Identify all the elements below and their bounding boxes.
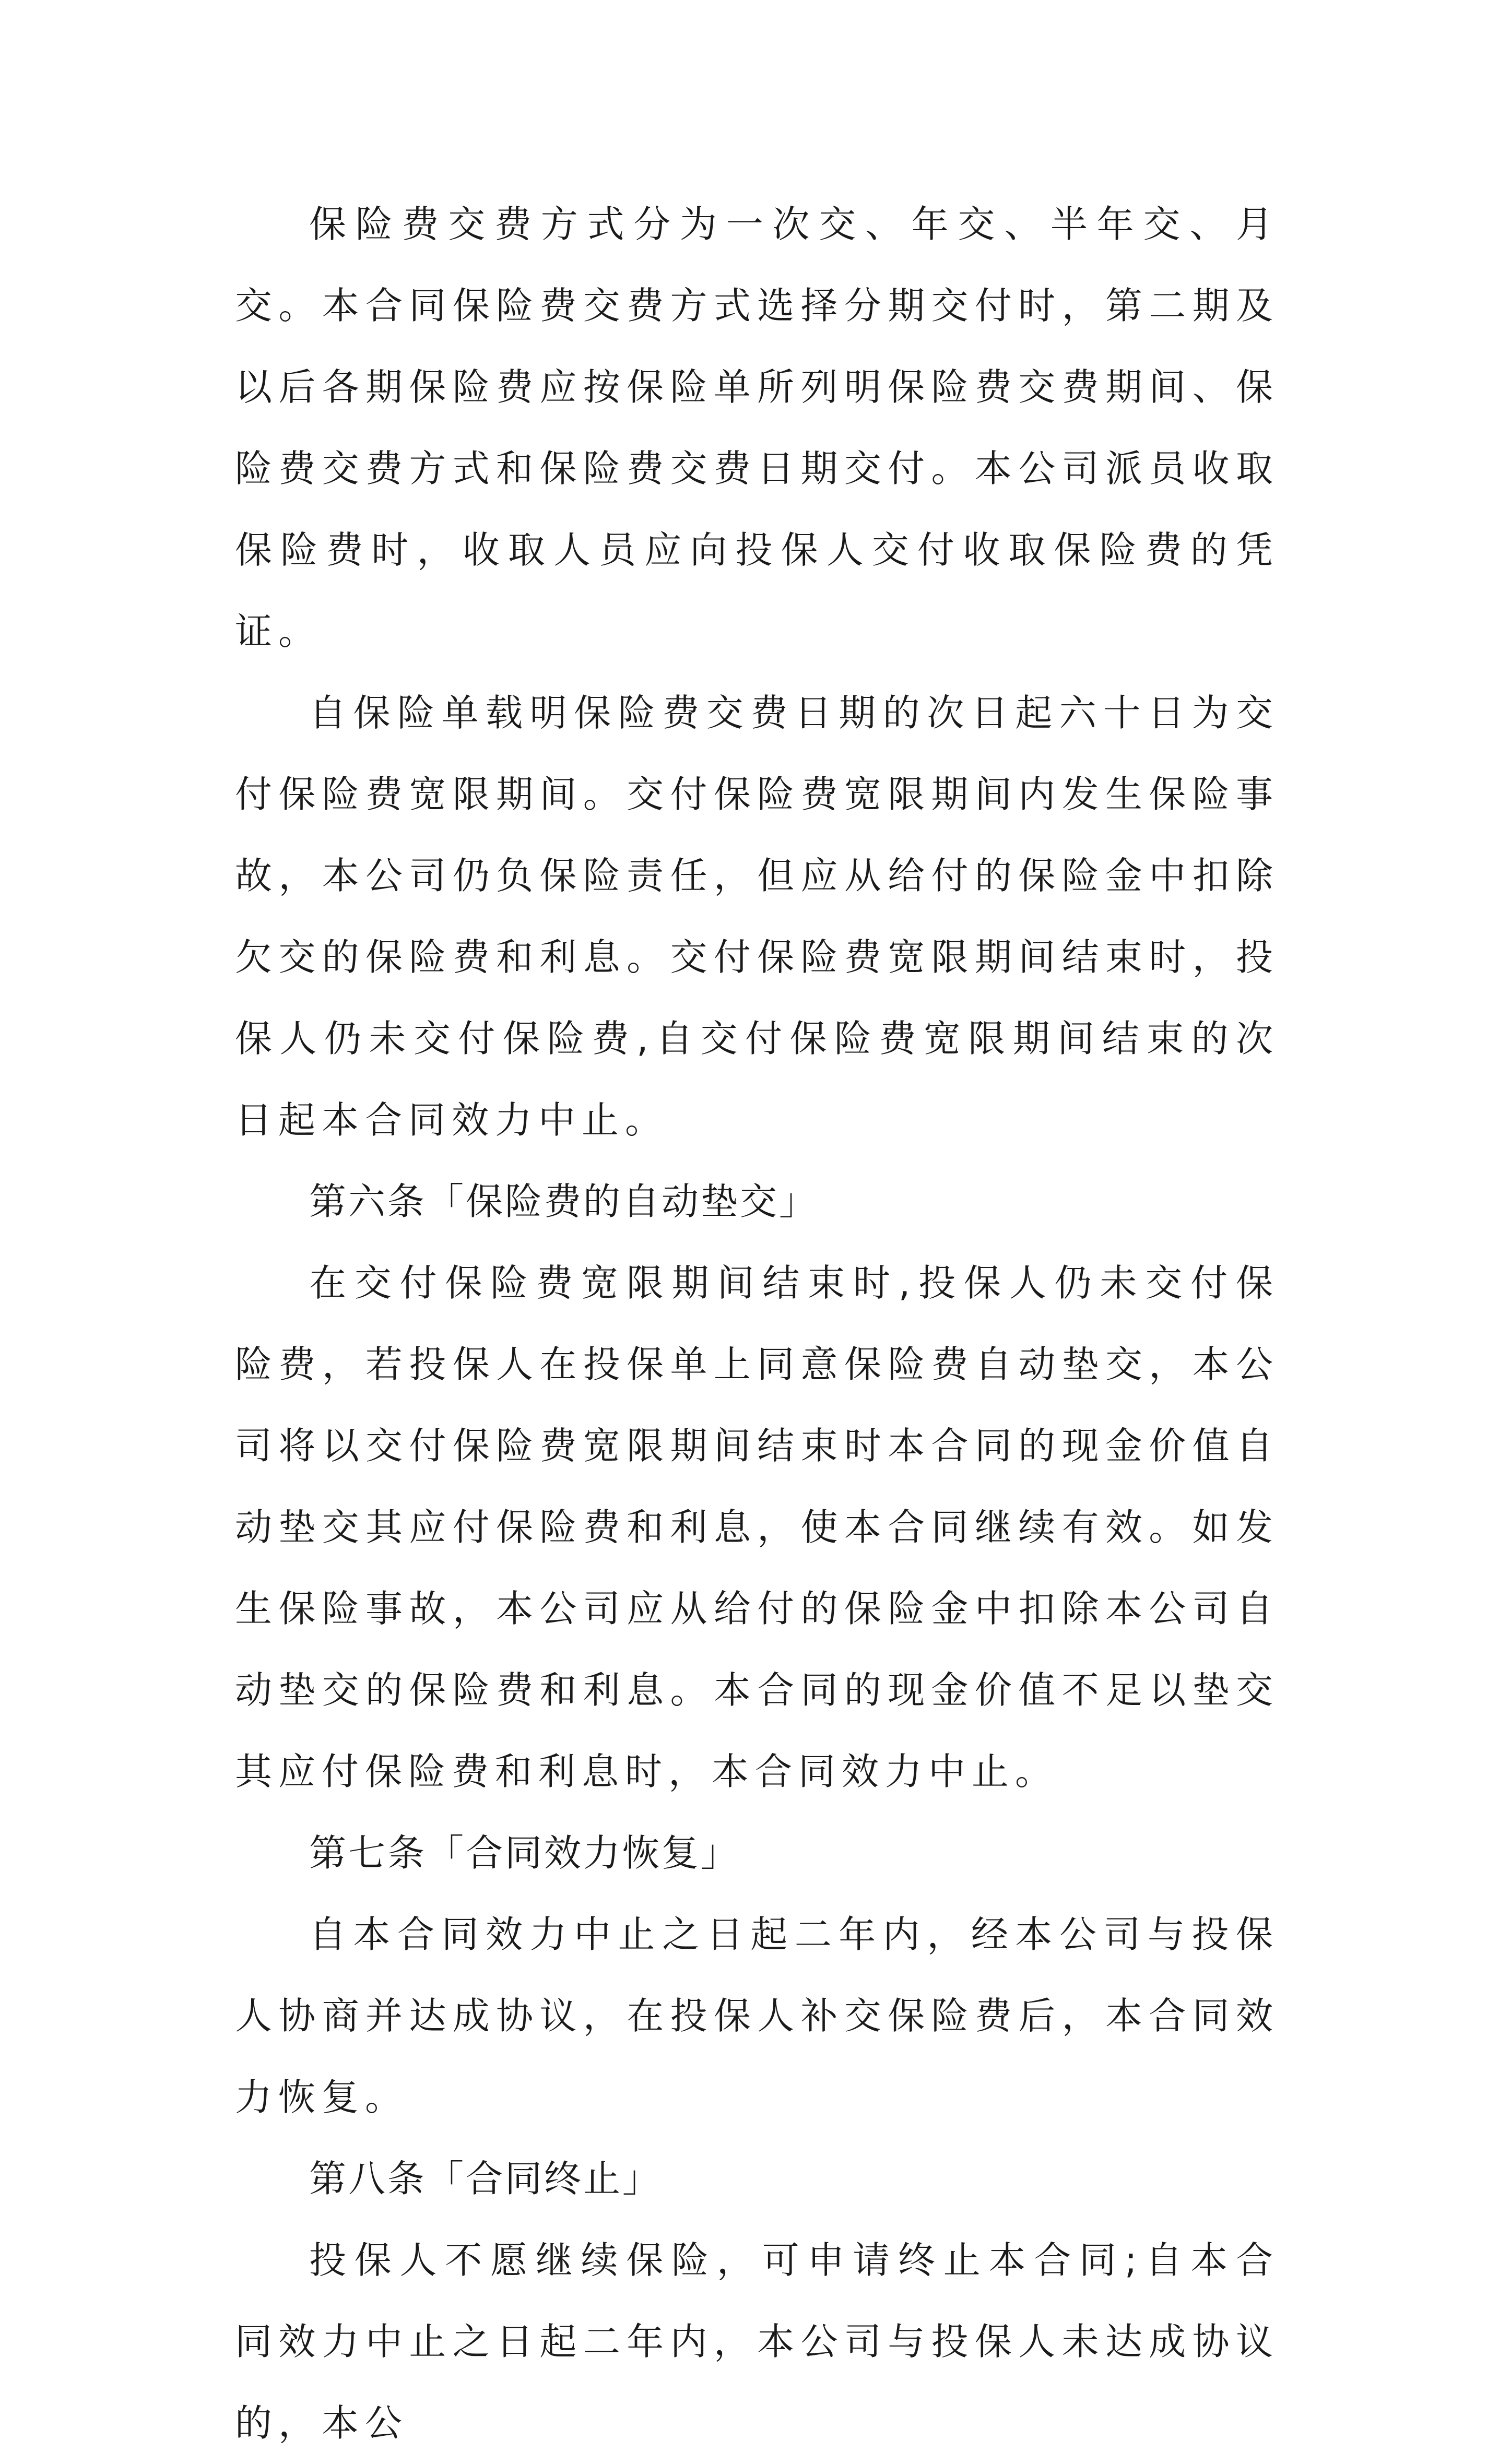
article-8-heading: 第八条「合同终止」 — [309, 2157, 662, 2200]
paragraph-premium-payment-method: 保险费交费方式分为一次交、年交、半年交、月交。本合同保险费交费方式选择分期交付时，第二期及以后各期保险费应按保险单所列明保险费交费期间、保险费交费方式和保险费交费日期交付。本公司派员收取保险费时，收取人员应向投保人交付收取保险费的凭证。 — [235, 203, 1279, 653]
article-7-heading: 第七条「合同效力恢复」 — [309, 1831, 740, 1875]
document-body — [235, 184, 1279, 2464]
paragraph-automatic-premium-loan: 在交付保险费宽限期间结束时,投保人仍未交付保险费，若投保人在投保单上同意保险费自动垫交，本公司将以交付保险费宽限期间结束时本合同的现金价值自动垫交其应付保险费和利息，使本合同继续有效。如发生保险事故，本公司应从给付的保险金中扣除本公司自动垫交的保险费和利息。本合同的现金价值不足以垫交其应付保险费和利息时，本合同效力中止。 — [235, 1261, 1279, 1793]
paragraph-grace-period: 自保险单载明保险费交费日期的次日起六十日为交付保险费宽限期间。交付保险费宽限期间内发生保险事故，本公司仍负保险责任，但应从给付的保险金中扣除欠交的保险费和利息。交付保险费宽限期间结束时，投保人仍未交付保险费,自交付保险费宽限期间结束的次日起本合同效力中止。 — [235, 691, 1279, 1142]
article-6-heading: 第六条「保险费的自动垫交」 — [309, 1180, 819, 1223]
paragraph-termination: 投保人不愿继续保险，可申请终止本合同;自本合同效力中止之日起二年内，本公司与投保人未达成协议的，本公 — [235, 2238, 1279, 2445]
paragraph-reinstatement: 自本合同效力中止之日起二年内，经本公司与投保人协商并达成协议，在投保人补交保险费后，本合同效力恢复。 — [235, 1913, 1279, 2119]
